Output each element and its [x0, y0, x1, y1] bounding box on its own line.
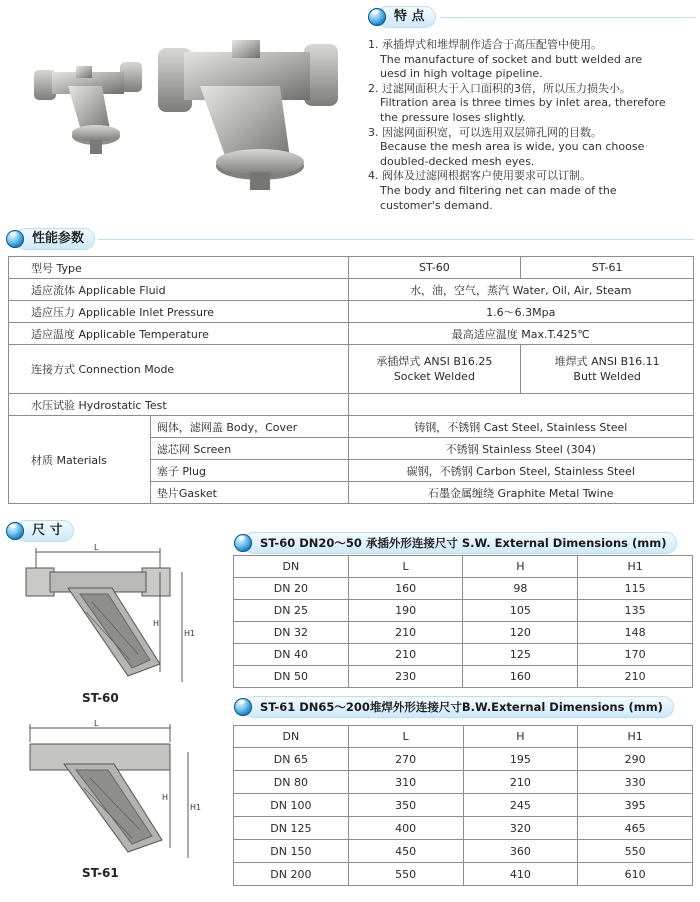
feature-cn: 4. 阀体及过滤网根据客户使用要求可以订制。: [368, 169, 591, 183]
table-cell: 465: [578, 817, 693, 840]
type-b: ST-61: [521, 257, 694, 279]
table-row: [9, 257, 694, 279]
table-cell: 550: [348, 863, 463, 886]
table-cell: 400: [348, 817, 463, 840]
table-row: [9, 394, 694, 416]
table-cell: 290: [578, 748, 693, 771]
table-row: [234, 666, 693, 688]
feature-en: The body and filtering net can made of the customer's demand.: [380, 183, 617, 212]
table-cell: 610: [578, 863, 693, 886]
feature-item: [368, 169, 668, 213]
table-cell: 360: [463, 840, 578, 863]
type-label: 型号 Type: [9, 257, 349, 279]
st61-dimension-table: [233, 725, 693, 886]
conn-a: [348, 345, 521, 394]
temp-value: 最高适应温度 Max.T.425℃: [348, 323, 693, 345]
bullet-icon: [368, 8, 386, 26]
table-cell: DN 50: [234, 666, 349, 688]
column-header: H: [463, 556, 578, 578]
table-cell: DN 80: [234, 771, 349, 794]
pressure-value: 1.6～6.3Mpa: [348, 301, 693, 323]
fluid-value: 水，油，空气，蒸汽 Water, Oil, Air, Steam: [348, 279, 693, 301]
table-cell: 210: [348, 622, 463, 644]
table-cell: 410: [463, 863, 578, 886]
st61-table-title: ST-61 DN65～200堆焊外形连接尺寸B.W.External Dimensions (mm): [243, 696, 674, 718]
feature-cn: 1. 承插焊式和堆焊制作适合于高压配管中使用。: [368, 38, 602, 51]
table-row: [234, 771, 693, 794]
pressure-label: 适应压力 Applicable Inlet Pressure: [9, 301, 349, 323]
table-cell: 210: [578, 666, 693, 688]
material-part: 阀体，滤网盖 Body，Cover: [150, 416, 348, 438]
spec-header-line: [98, 239, 694, 240]
conn-b: [521, 345, 694, 394]
bullet-icon: [6, 522, 24, 540]
table-row: [9, 345, 694, 394]
table-cell: DN 40: [234, 644, 349, 666]
table-row: [234, 578, 693, 600]
table-cell: 195: [463, 748, 578, 771]
small-strainer-image: [34, 62, 142, 154]
table-cell: DN 65: [234, 748, 349, 771]
material-part: 滤芯网 Screen: [150, 438, 348, 460]
table-row: [9, 416, 694, 438]
table-row: [9, 323, 694, 345]
table-row: [234, 794, 693, 817]
spec-heading: 性能参数: [15, 228, 95, 250]
features-heading: 特 点: [377, 6, 436, 28]
dim-H1-label: H1: [184, 629, 196, 638]
table-cell: 120: [463, 622, 578, 644]
st60-table-header: [234, 532, 677, 554]
dim-H-label: H: [153, 619, 160, 628]
table-row: [234, 622, 693, 644]
table-row: [234, 863, 693, 886]
table-cell: 98: [463, 578, 578, 600]
product-photo: [28, 30, 344, 198]
fluid-label: 适应流体 Applicable Fluid: [9, 279, 349, 301]
conn-a-line1: 承插焊式 ANSI B16.25: [376, 355, 493, 368]
material-value: 石墨金属缠绕 Graphite Metal Twine: [348, 482, 693, 504]
table-cell: 210: [463, 771, 578, 794]
table-cell: 170: [578, 644, 693, 666]
dim-L-label-b: L: [94, 719, 99, 728]
table-cell: DN 150: [234, 840, 349, 863]
table-cell: 105: [463, 600, 578, 622]
material-part: 垫片Gasket: [150, 482, 348, 504]
feature-en: Filtration area is three times by inlet area, therefore the pressure loses slightly.: [380, 96, 666, 124]
table-cell: 135: [578, 600, 693, 622]
features-list: [368, 38, 668, 213]
feature-cn: 2. 过滤网面积大于入口面积的3倍，所以压力损失小。: [368, 81, 631, 95]
st61-table-header: [234, 696, 674, 718]
bullet-icon: [234, 698, 252, 716]
table-cell: 330: [578, 771, 693, 794]
conn-a-line2: Socket Welded: [393, 370, 475, 383]
table-cell: 245: [463, 794, 578, 817]
bullet-icon: [6, 230, 24, 248]
table-cell: 310: [348, 771, 463, 794]
st61-drawing: [10, 716, 215, 866]
table-cell: 160: [348, 578, 463, 600]
column-header: H1: [578, 556, 693, 578]
feature-item: [368, 38, 668, 82]
column-header: DN: [234, 556, 349, 578]
table-cell: 210: [348, 644, 463, 666]
temp-label: 适应温度 Applicable Temperature: [9, 323, 349, 345]
table-cell: DN 20: [234, 578, 349, 600]
hydro-label: 水压试验 Hydrostatic Test: [9, 394, 349, 416]
table-cell: 550: [578, 840, 693, 863]
table-row: [9, 279, 694, 301]
features-header-line: [440, 17, 696, 18]
conn-b-line2: Butt Welded: [573, 370, 641, 383]
table-cell: DN 200: [234, 863, 349, 886]
table-cell: 270: [348, 748, 463, 771]
table-header-row: [234, 556, 693, 578]
table-cell: DN 25: [234, 600, 349, 622]
table-cell: DN 100: [234, 794, 349, 817]
feature-cn: 3. 因滤网面积宽，可以选用双层筛孔网的目数。: [368, 125, 602, 139]
table-cell: 320: [463, 817, 578, 840]
spec-table: [8, 256, 694, 504]
large-strainer-image: [158, 40, 338, 190]
table-cell: DN 32: [234, 622, 349, 644]
table-row: [234, 600, 693, 622]
feature-item: [368, 126, 668, 170]
column-header: L: [348, 556, 463, 578]
st60-table-title: ST-60 DN20～50 承插外形连接尺寸 S.W. External Dimensions (mm): [243, 532, 677, 554]
dimensions-heading: 尺 寸: [15, 520, 74, 542]
feature-item: [368, 82, 668, 126]
table-cell: 450: [348, 840, 463, 863]
column-header: H1: [578, 726, 693, 748]
column-header: H: [463, 726, 578, 748]
table-header-row: [234, 726, 693, 748]
table-row: [234, 817, 693, 840]
bullet-icon: [234, 534, 252, 552]
table-cell: 230: [348, 666, 463, 688]
dimensions-section-header: [6, 520, 74, 542]
dim-H-label-b: H: [162, 793, 169, 802]
material-part: 塞子 Plug: [150, 460, 348, 482]
material-value: 铸钢，不锈钢 Cast Steel, Stainless Steel: [348, 416, 693, 438]
conn-label: 连接方式 Connection Mode: [9, 345, 349, 394]
st60-dimension-table: [233, 555, 693, 688]
feature-en: The manufacture of socket and butt welded are uesd in high voltage pipeline.: [380, 52, 643, 81]
table-cell: DN 125: [234, 817, 349, 840]
column-header: DN: [234, 726, 349, 748]
table-cell: 190: [348, 600, 463, 622]
table-cell: 160: [463, 666, 578, 688]
type-a: ST-60: [348, 257, 521, 279]
spec-section-header: [6, 228, 95, 250]
st60-drawing: [10, 542, 215, 690]
features-section-header: [368, 6, 436, 28]
table-cell: 350: [348, 794, 463, 817]
hydro-value: [348, 394, 693, 416]
feature-en: Because the mesh area is wide, you can choose doubled-decked mesh eyes.: [380, 140, 645, 168]
dim-H1-label-b: H1: [190, 803, 202, 812]
material-value: 不锈钢 Stainless Steel (304): [348, 438, 693, 460]
column-header: L: [348, 726, 463, 748]
table-row: [234, 748, 693, 771]
st61-drawing-label: ST-61: [82, 866, 119, 880]
materials-label: 材质 Materials: [9, 416, 151, 504]
material-value: 碳钢，不锈钢 Carbon Steel, Stainless Steel: [348, 460, 693, 482]
table-row: [234, 644, 693, 666]
table-row: [9, 301, 694, 323]
table-cell: 148: [578, 622, 693, 644]
dim-L-label: L: [94, 543, 99, 552]
table-cell: 115: [578, 578, 693, 600]
table-cell: 125: [463, 644, 578, 666]
table-cell: 395: [578, 794, 693, 817]
st60-drawing-label: ST-60: [82, 691, 119, 705]
conn-b-line1: 堆焊式 ANSI B16.11: [554, 355, 660, 368]
table-row: [234, 840, 693, 863]
